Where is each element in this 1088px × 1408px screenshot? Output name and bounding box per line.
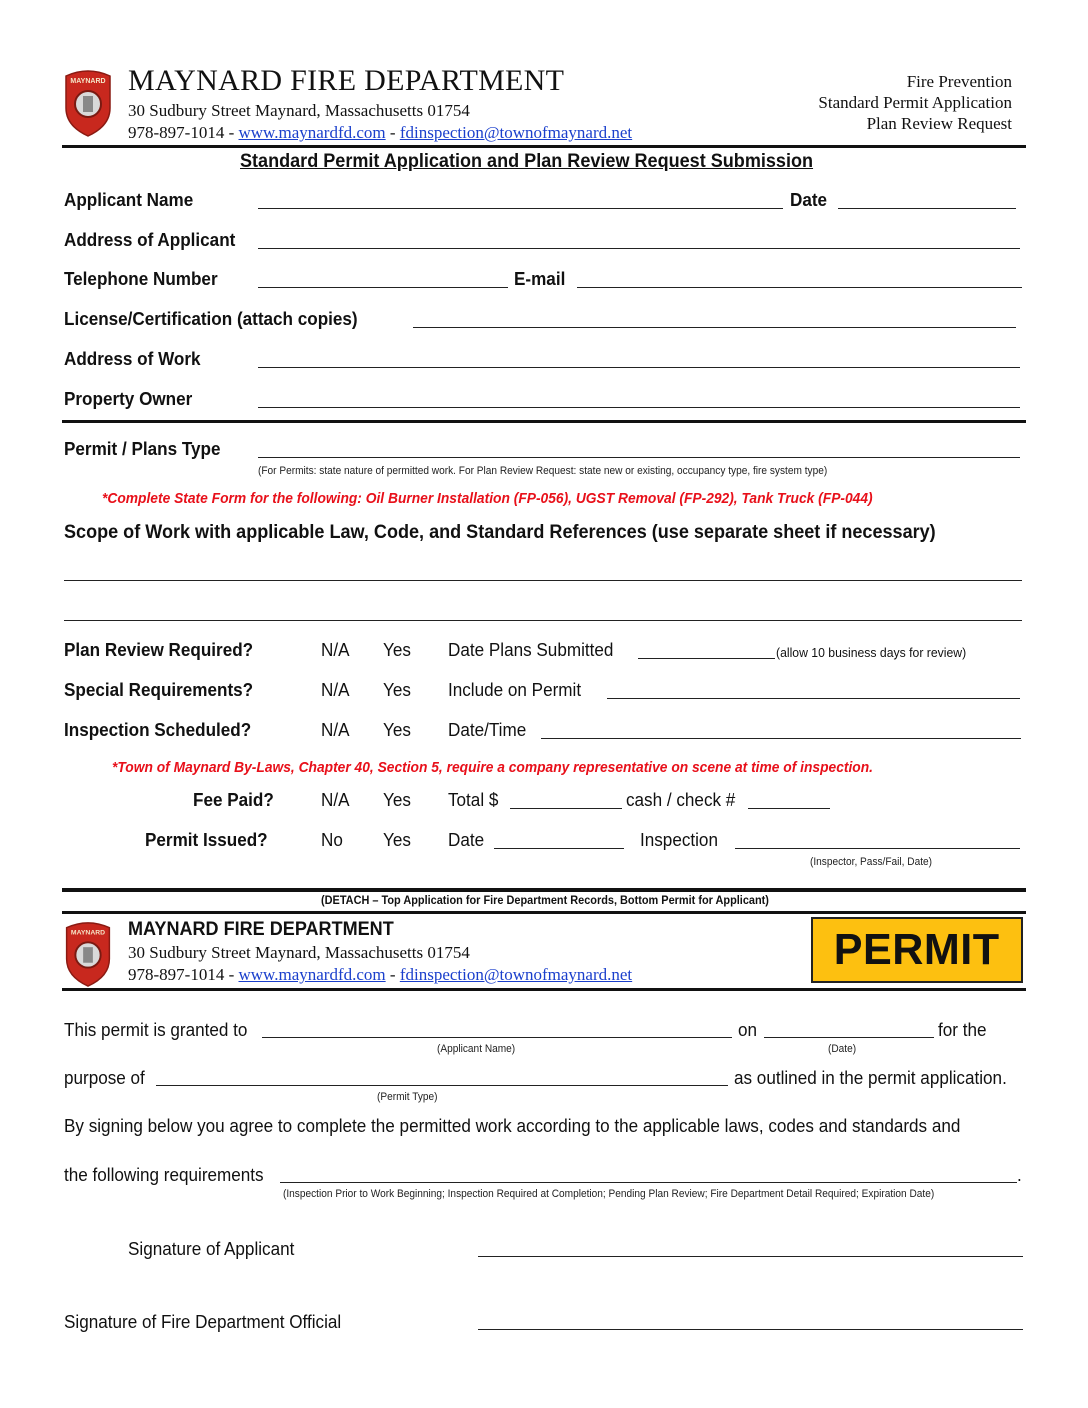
email-link[interactable]: fdinspection@townofmaynard.net	[399, 965, 633, 984]
requirements-hint: (Inspection Prior to Work Beginning; Inspection Required at Completion; Pending Plan Review; Fire Department Detail Required; Expiration Date)	[283, 1188, 935, 1200]
granted-to-label: This permit is granted to	[64, 1020, 248, 1040]
date-field[interactable]	[838, 208, 1016, 209]
address-work-label: Address of Work	[64, 349, 201, 369]
sig-applicant-field[interactable]	[478, 1256, 1023, 1257]
property-owner-field[interactable]	[258, 407, 1020, 408]
special-req-option-na[interactable]: N/A	[321, 680, 350, 700]
permit-type-label: Permit / Plans Type	[64, 439, 221, 459]
license-field[interactable]	[413, 327, 1016, 328]
date-label: Date	[790, 190, 828, 210]
allow-days-hint: (allow 10 business days for review)	[776, 645, 967, 660]
applicant-name-label: Applicant Name	[64, 190, 194, 210]
sig-official-field[interactable]	[478, 1329, 1023, 1330]
check-number-field[interactable]	[748, 808, 830, 809]
inspection-label: Inspection	[640, 830, 718, 850]
for-the-label: for the	[938, 1020, 987, 1040]
header-right-line-2: Standard Permit Application	[818, 93, 1012, 112]
issued-date-field[interactable]	[494, 848, 624, 849]
permit-org-address: 30 Sudbury Street Maynard, Massachusetts 01754	[128, 943, 470, 962]
permit-top-divider	[62, 911, 1026, 914]
svg-text:MAYNARD: MAYNARD	[70, 929, 106, 937]
phone: 978-897-1014	[128, 965, 225, 984]
grant-date-field[interactable]	[764, 1037, 934, 1038]
agree-text: By signing below you agree to complete the permitted work according to the applicable laws, codes and standards and	[64, 1116, 961, 1136]
org-name: MAYNARD FIRE DEPARTMENT	[128, 64, 565, 97]
permit-type-hint: (Permit Type)	[377, 1091, 438, 1103]
total-field[interactable]	[510, 808, 622, 809]
address-work-field[interactable]	[258, 367, 1020, 368]
requirements-label: the following requirements	[64, 1165, 264, 1185]
email-field[interactable]	[577, 287, 1022, 288]
address-applicant-field[interactable]	[258, 248, 1020, 249]
issued-date-label: Date	[448, 830, 485, 850]
fee-paid-option-na[interactable]: N/A	[321, 790, 350, 810]
requirements-period: .	[1017, 1165, 1022, 1185]
inspection-hint: (Inspector, Pass/Fail, Date)	[810, 856, 933, 868]
plan-review-label: Plan Review Required?	[64, 640, 254, 660]
plan-review-option-yes[interactable]: Yes	[383, 640, 411, 660]
include-permit-field[interactable]	[607, 698, 1020, 699]
special-req-label: Special Requirements?	[64, 680, 254, 700]
permit-issued-label: Permit Issued?	[145, 830, 268, 850]
inspection-sched-option-na[interactable]: N/A	[321, 720, 350, 740]
cash-check-label: cash / check #	[626, 790, 736, 810]
applicant-name-hint: (Applicant Name)	[437, 1043, 516, 1055]
include-permit-label: Include on Permit	[448, 680, 582, 700]
permit-type-field[interactable]	[258, 457, 1020, 458]
date-plans-field[interactable]	[638, 658, 775, 659]
permit-header-divider	[62, 988, 1026, 991]
fee-paid-label: Fee Paid?	[193, 790, 274, 810]
svg-text:MAYNARD: MAYNARD	[70, 78, 106, 85]
separator: -	[224, 965, 239, 984]
permit-issued-option-yes[interactable]: Yes	[383, 830, 411, 850]
requirements-field[interactable]	[280, 1182, 1017, 1183]
purpose-label: purpose of	[64, 1068, 145, 1088]
sig-applicant-label: Signature of Applicant	[128, 1239, 295, 1259]
telephone-field[interactable]	[258, 287, 508, 288]
separator: -	[385, 123, 400, 142]
permit-contact-line	[128, 965, 632, 985]
inspection-sched-option-yes[interactable]: Yes	[383, 720, 411, 740]
bylaws-notice: *Town of Maynard By-Laws, Chapter 40, Section 5, require a company representative on scene at time of inspection.	[112, 759, 873, 776]
scope-field-line-1[interactable]	[64, 580, 1022, 581]
separator: -	[224, 123, 239, 142]
email-link[interactable]: fdinspection@townofmaynard.net	[399, 123, 633, 142]
header-right-line-1: Fire Prevention	[906, 72, 1012, 91]
website-link[interactable]: www.maynardfd.com	[238, 965, 386, 984]
sig-official-label: Signature of Fire Department Official	[64, 1312, 342, 1332]
permit-org-name: MAYNARD FIRE DEPARTMENT	[128, 919, 394, 940]
applicant-name-field[interactable]	[258, 208, 783, 209]
permit-issued-option-no[interactable]: No	[321, 830, 343, 850]
separator: -	[385, 965, 400, 984]
contact-line	[128, 123, 632, 143]
header-right-line-3: Plan Review Request	[866, 114, 1012, 133]
total-label: Total $	[448, 790, 499, 810]
scope-field-line-2[interactable]	[64, 620, 1022, 621]
license-label: License/Certification (attach copies)	[64, 309, 358, 329]
detach-divider	[62, 888, 1026, 892]
permit-badge-text: PERMIT	[834, 925, 1000, 974]
permit-badge	[811, 917, 1023, 983]
inspection-sched-label: Inspection Scheduled?	[64, 720, 252, 740]
website-link[interactable]: www.maynardfd.com	[238, 123, 386, 142]
date-time-label: Date/Time	[448, 720, 527, 740]
org-address: 30 Sudbury Street Maynard, Massachusetts 01754	[128, 101, 470, 120]
date-hint: (Date)	[828, 1043, 857, 1055]
inspection-field[interactable]	[735, 848, 1020, 849]
special-req-option-yes[interactable]: Yes	[383, 680, 411, 700]
detach-notice: (DETACH – Top Application for Fire Department Records, Bottom Permit for Applicant)	[321, 895, 769, 907]
email-label: E-mail	[514, 269, 566, 289]
purpose-field[interactable]	[156, 1085, 728, 1086]
fee-paid-option-yes[interactable]: Yes	[383, 790, 411, 810]
telephone-label: Telephone Number	[64, 269, 218, 289]
scope-label: Scope of Work with applicable Law, Code, and Standard References (use separate sheet if necessary)	[64, 522, 936, 543]
phone: 978-897-1014	[128, 123, 225, 142]
state-form-notice: *Complete State Form for the following: Oil Burner Installation (FP-056), UGST Removal (FP-292), Tank Truck (FP-044)	[102, 490, 873, 507]
header-divider	[62, 145, 1026, 148]
section-divider	[62, 420, 1026, 423]
on-label: on	[738, 1020, 758, 1040]
date-time-field[interactable]	[541, 738, 1021, 739]
permit-type-hint: (For Permits: state nature of permitted work. For Plan Review Request: state new or existing, occupancy type, fire system type)	[258, 465, 828, 477]
plan-review-option-na[interactable]: N/A	[321, 640, 350, 660]
fire-department-logo	[62, 66, 114, 138]
date-plans-label: Date Plans Submitted	[448, 640, 614, 660]
property-owner-label: Property Owner	[64, 389, 193, 409]
form-title: Standard Permit Application and Plan Review Request Submission	[240, 151, 814, 172]
granted-to-field[interactable]	[262, 1037, 732, 1038]
fire-department-logo	[62, 918, 114, 988]
outlined-label: as outlined in the permit application.	[734, 1068, 1007, 1088]
address-applicant-label: Address of Applicant	[64, 230, 236, 250]
